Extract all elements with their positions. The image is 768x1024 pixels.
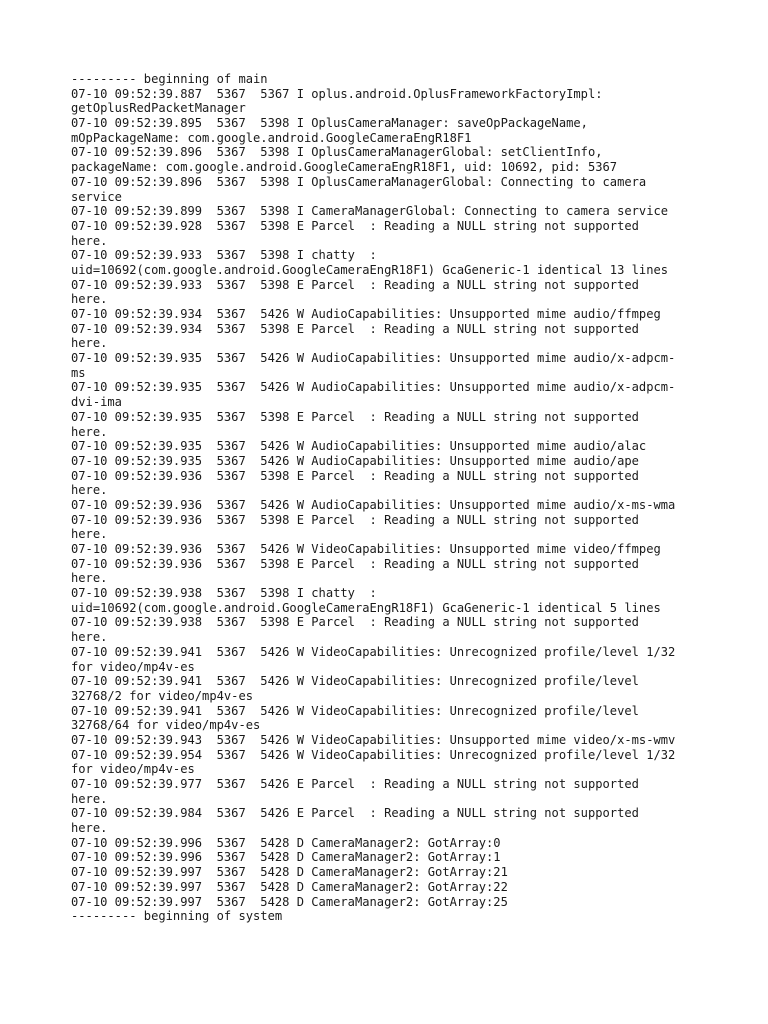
log-line: here.: [71, 821, 108, 836]
log-line: service: [71, 189, 122, 204]
log-line: mOpPackageName: com.google.android.GoogleCameraEngR18F1: [71, 130, 472, 145]
log-line: 07-10 09:52:39.899 5367 5398 I CameraManagerGlobal: Connecting to camera service: [71, 204, 669, 219]
log-line: 07-10 09:52:39.936 5367 5398 E Parcel : Reading a NULL string not supported: [71, 468, 639, 483]
log-text-block: [71, 72, 711, 924]
log-line: 07-10 09:52:39.941 5367 5426 W VideoCapabilities: Unrecognized profile/level: [71, 674, 639, 689]
log-line: 07-10 09:52:39.935 5367 5426 W AudioCapabilities: Unsupported mime audio/alac: [71, 439, 647, 454]
log-line: 07-10 09:52:39.934 5367 5398 E Parcel : Reading a NULL string not supported: [71, 321, 639, 336]
log-line: uid=10692(com.google.android.GoogleCameraEngR18F1) GcaGeneric-1 identical 5 lines: [71, 600, 661, 615]
log-line: 07-10 09:52:39.935 5367 5426 W AudioCapabilities: Unsupported mime audio/ape: [71, 453, 639, 468]
log-line: 07-10 09:52:39.895 5367 5398 I OplusCameraManager: saveOpPackageName,: [71, 116, 588, 131]
log-line: 07-10 09:52:39.997 5367 5428 D CameraManager2: GotArray:22: [71, 879, 508, 894]
log-line: for video/mp4v-es: [71, 762, 195, 777]
log-line: dvi-ima: [71, 395, 122, 410]
log-line: 07-10 09:52:39.954 5367 5426 W VideoCapabilities: Unrecognized profile/level 1/32: [71, 747, 676, 762]
log-line: here.: [71, 336, 108, 351]
log-line: getOplusRedPacketManager: [71, 101, 246, 116]
log-line: uid=10692(com.google.android.GoogleCameraEngR18F1) GcaGeneric-1 identical 13 lines: [71, 262, 669, 277]
log-line: 07-10 09:52:39.943 5367 5426 W VideoCapabilities: Unsupported mime video/x-ms-wmv: [71, 732, 676, 747]
log-line: 07-10 09:52:39.938 5367 5398 I chatty :: [71, 586, 377, 601]
log-line: here.: [71, 527, 108, 542]
log-line: 07-10 09:52:39.941 5367 5426 W VideoCapabilities: Unrecognized profile/level 1/32: [71, 644, 676, 659]
log-line: 07-10 09:52:39.997 5367 5428 D CameraManager2: GotArray:21: [71, 865, 508, 880]
log-line: here.: [71, 292, 108, 307]
log-line: 07-10 09:52:39.997 5367 5428 D CameraManager2: GotArray:25: [71, 894, 508, 909]
log-line: 07-10 09:52:39.934 5367 5426 W AudioCapabilities: Unsupported mime audio/ffmpeg: [71, 307, 661, 321]
log-line: 07-10 09:52:39.935 5367 5426 W AudioCapabilities: Unsupported mime audio/x-adpcm-: [71, 380, 676, 395]
log-line: here.: [71, 424, 108, 439]
log-line: 07-10 09:52:39.984 5367 5426 E Parcel : Reading a NULL string not supported: [71, 806, 639, 821]
log-line: here.: [71, 233, 108, 248]
log-line: 07-10 09:52:39.887 5367 5367 I oplus.android.OplusFrameworkFactoryImpl:: [71, 86, 603, 101]
log-line: 07-10 09:52:39.996 5367 5428 D CameraManager2: GotArray:0: [71, 835, 501, 850]
log-line: 32768/64 for video/mp4v-es: [71, 718, 261, 733]
log-line: packageName: com.google.android.GoogleCameraEngR18F1, uid: 10692, pid: 5367: [71, 160, 618, 175]
log-line: --------- beginning of system: [71, 909, 283, 924]
log-line: 07-10 09:52:39.977 5367 5426 E Parcel : Reading a NULL string not supported: [71, 777, 639, 791]
log-line: 07-10 09:52:39.935 5367 5398 E Parcel : Reading a NULL string not supported: [71, 409, 639, 424]
log-line: here.: [71, 630, 108, 645]
log-line: 07-10 09:52:39.896 5367 5398 I OplusCameraManagerGlobal: setClientInfo,: [71, 145, 603, 160]
log-line: here.: [71, 571, 108, 586]
log-line: 07-10 09:52:39.928 5367 5398 E Parcel : Reading a NULL string not supported: [71, 218, 639, 233]
log-line: 07-10 09:52:39.938 5367 5398 E Parcel : Reading a NULL string not supported: [71, 615, 639, 630]
log-line: 07-10 09:52:39.933 5367 5398 E Parcel : Reading a NULL string not supported: [71, 277, 639, 292]
log-line: here.: [71, 791, 108, 806]
log-line: 07-10 09:52:39.896 5367 5398 I OplusCameraManagerGlobal: Connecting to camera: [71, 174, 647, 189]
log-line: 07-10 09:52:39.933 5367 5398 I chatty :: [71, 248, 377, 263]
log-line: --------- beginning of main: [71, 72, 268, 86]
log-line: for video/mp4v-es: [71, 659, 195, 674]
log-line: ms: [71, 365, 86, 380]
log-line: 07-10 09:52:39.996 5367 5428 D CameraManager2: GotArray:1: [71, 850, 501, 865]
log-line: 07-10 09:52:39.936 5367 5398 E Parcel : Reading a NULL string not supported: [71, 512, 639, 527]
log-line: 32768/2 for video/mp4v-es: [71, 688, 254, 703]
log-line: 07-10 09:52:39.936 5367 5398 E Parcel : Reading a NULL string not supported: [71, 556, 639, 571]
log-line: 07-10 09:52:39.936 5367 5426 W AudioCapabilities: Unsupported mime audio/x-ms-wma: [71, 497, 676, 512]
log-line: here.: [71, 483, 108, 498]
log-line: 07-10 09:52:39.936 5367 5426 W VideoCapabilities: Unsupported mime video/ffmpeg: [71, 542, 661, 556]
log-line: 07-10 09:52:39.941 5367 5426 W VideoCapabilities: Unrecognized profile/level: [71, 703, 639, 718]
log-line: 07-10 09:52:39.935 5367 5426 W AudioCapabilities: Unsupported mime audio/x-adpcm-: [71, 351, 676, 366]
